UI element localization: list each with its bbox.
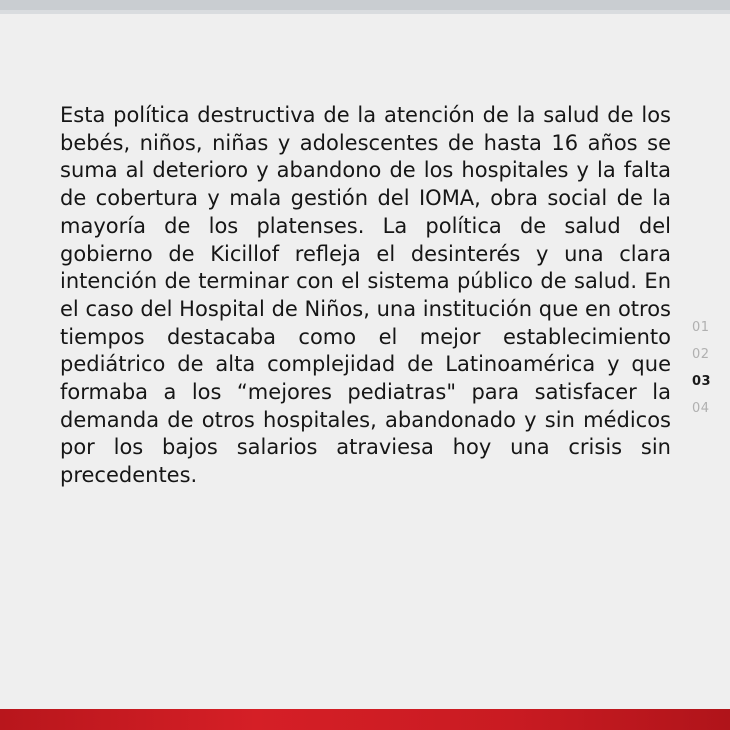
page-number-03-current[interactable]: 03 — [692, 374, 712, 389]
page-number-01[interactable]: 01 — [692, 320, 710, 335]
bottom-accent-bar — [0, 709, 730, 730]
article-paragraph: Esta política destructiva de la atención de la salud de los bebés, niños, niñas y adolescentes de hasta 16 años se suma al deterioro y abandono de los hospitales y la falta de cobertura y mala gestión del IOMA, obra social de la mayoría de los platenses. La política de salud del gobierno de Kicillof refleja el desinterés y una clara intención de terminar con el sistema público de salud. En el caso del Hospital de Niños, una institución que en otros tiempos destacaba como el mejor establecimiento pediátrico de alta complejidad de Latinoamérica y que formaba a los “mejores pediatras" para satisfacer la demanda de otros hospitales, abandonado y sin médicos por los bajos salarios atraviesa hoy una crisis sin precedentes. — [60, 103, 671, 488]
page-number-04[interactable]: 04 — [692, 401, 710, 416]
page-indicator — [692, 314, 722, 422]
page-number-02[interactable]: 02 — [692, 347, 710, 362]
top-border — [0, 0, 730, 14]
